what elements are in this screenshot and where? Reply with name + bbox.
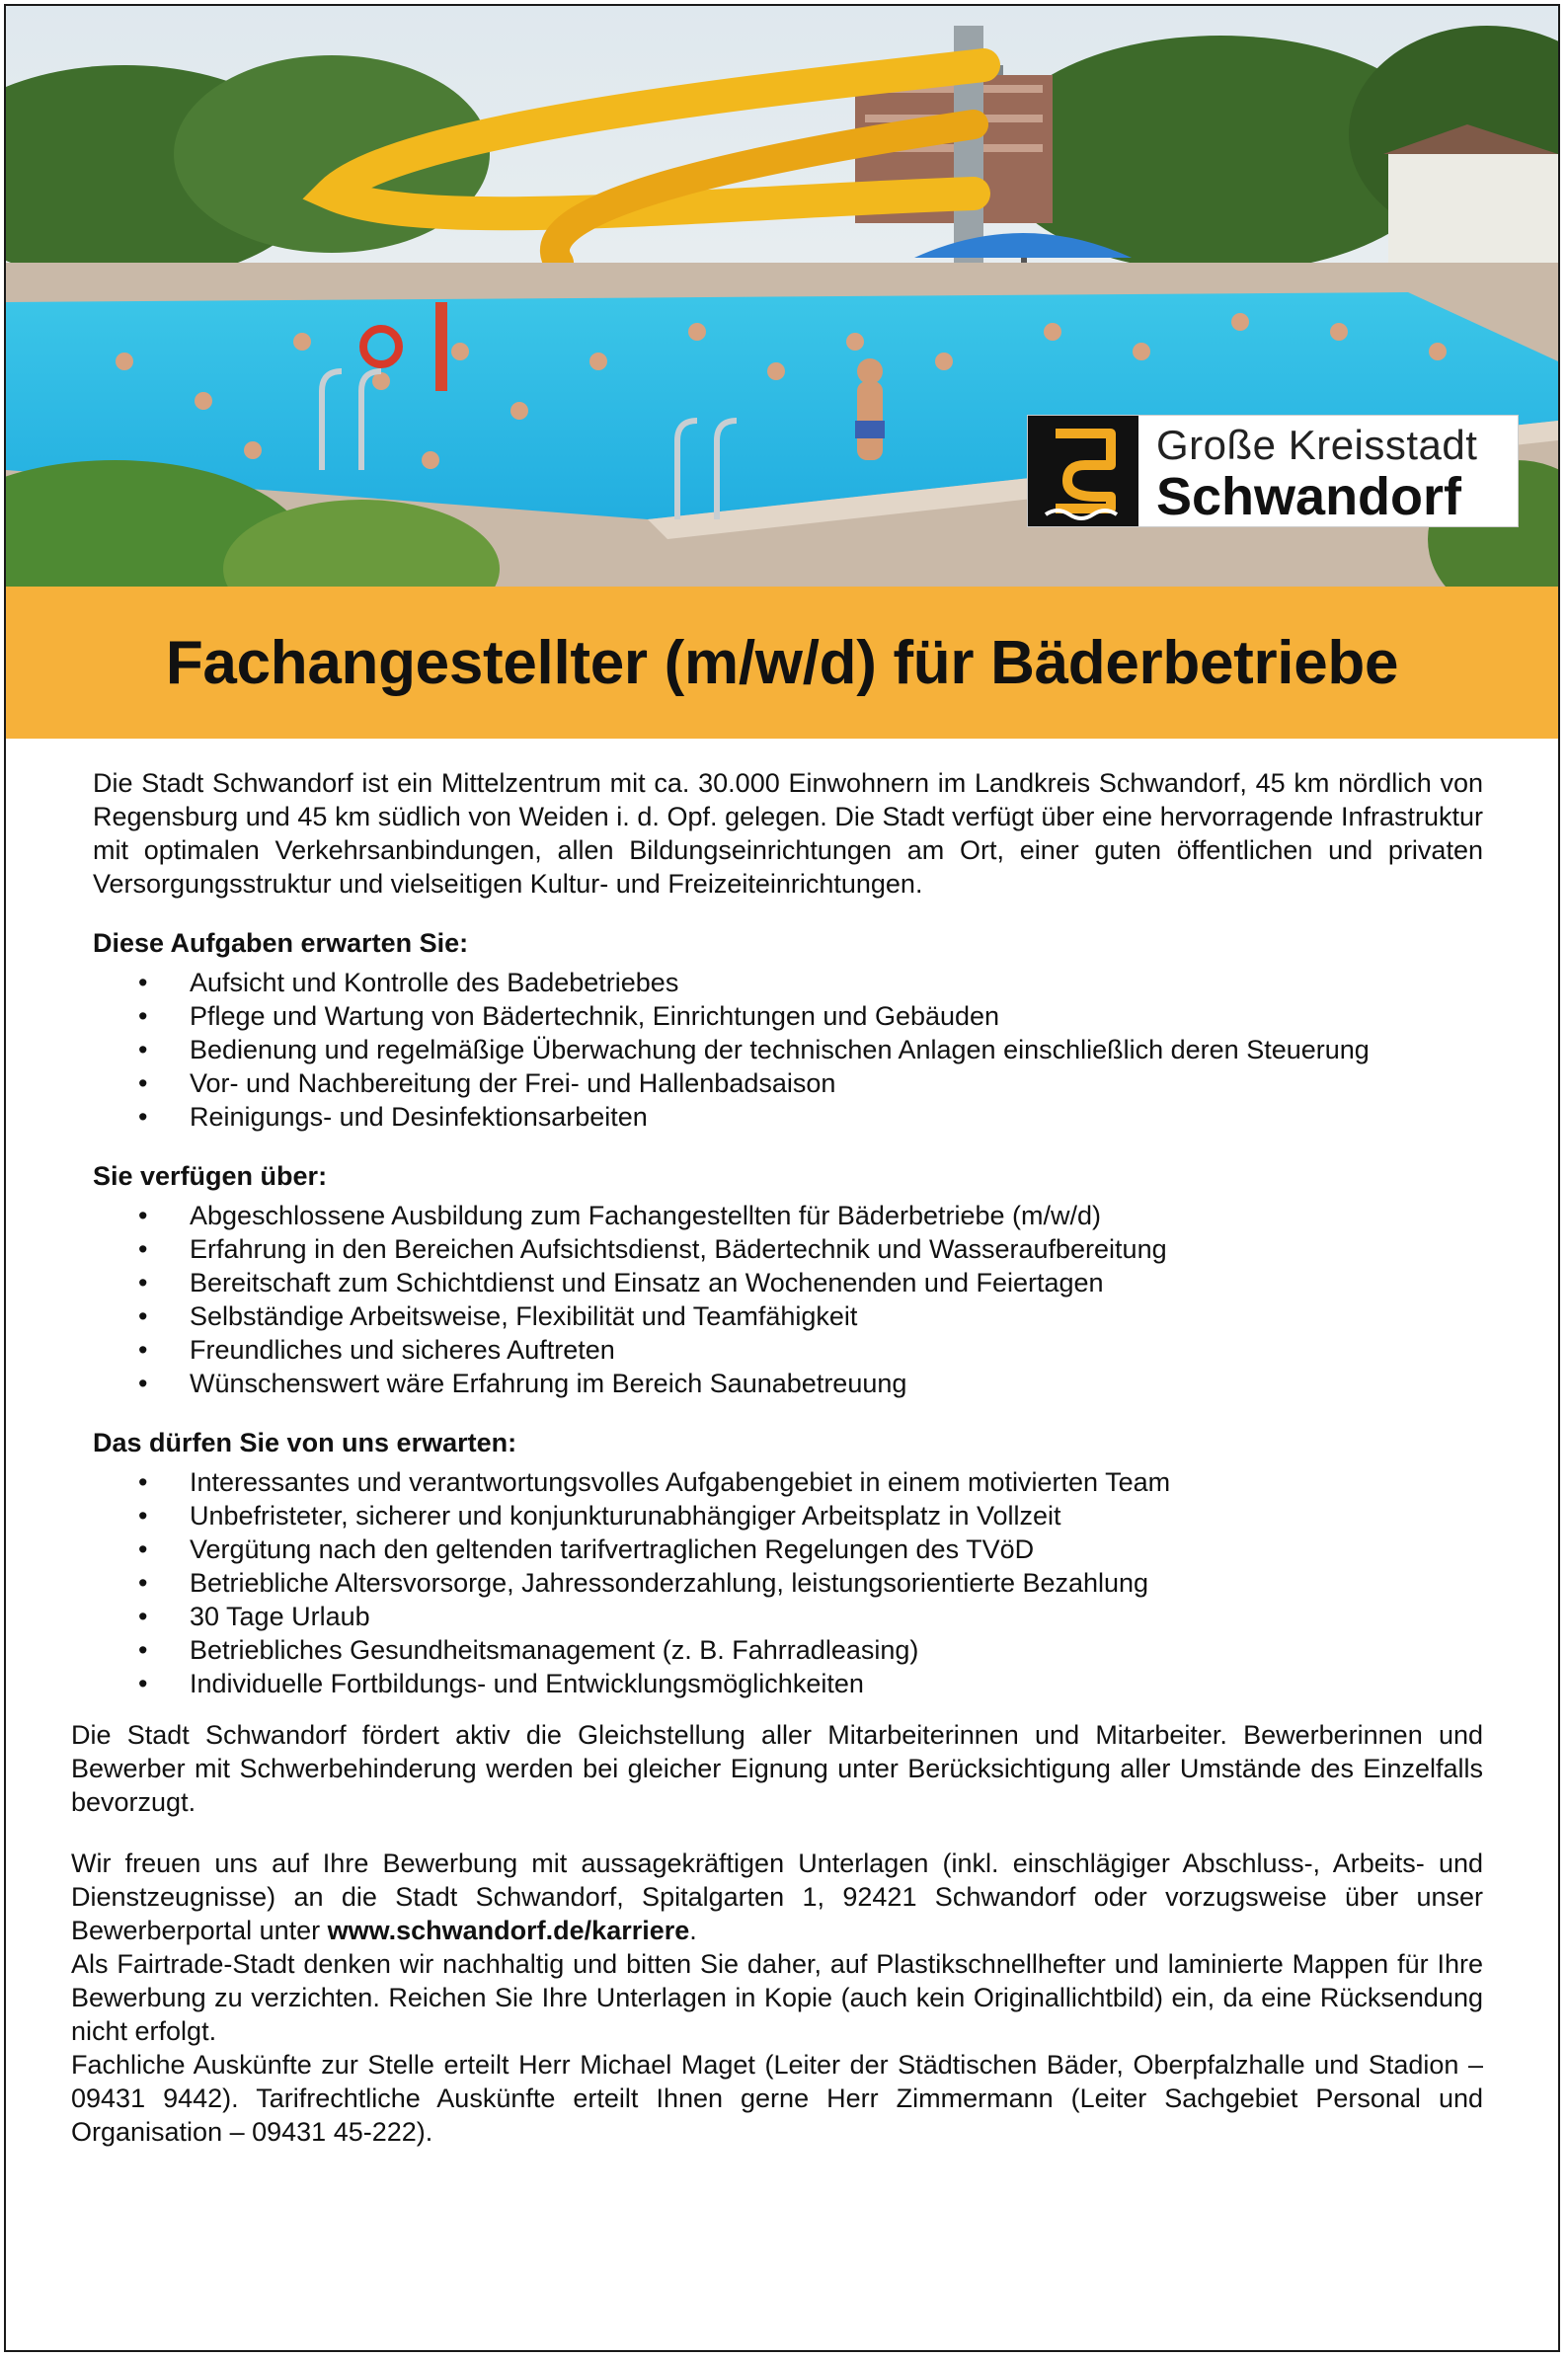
tasks-heading: Diese Aufgaben erwarten Sie: <box>93 928 469 958</box>
list-item: • Bereitschaft zum Schichtdienst und Einsatz an Wochenenden und Feiertagen <box>190 1266 1483 1299</box>
list-item: • 30 Tage Urlaub <box>190 1600 1483 1633</box>
list-item: • Selbständige Arbeitsweise, Flexibilität und Teamfähigkeit <box>190 1299 1483 1333</box>
advert-body <box>71 766 1483 2149</box>
job-advert <box>4 4 1560 2352</box>
list-item: • Vergütung nach den geltenden tarifvertraglichen Regelungen des TVöD <box>190 1533 1483 1566</box>
city-logo <box>1027 415 1519 527</box>
tasks-list <box>71 966 1483 1134</box>
list-item: • Vor- und Nachbereitung der Frei- und Hallenbadsaison <box>190 1066 1483 1100</box>
list-item: • Unbefristeter, sicherer und konjunkturunabhängiger Arbeitsplatz in Vollzeit <box>190 1499 1483 1533</box>
list-item: • Betriebliche Altersvorsorge, Jahressonderzahlung, leistungsorientierte Bezahlung <box>190 1566 1483 1600</box>
requirements-list <box>71 1199 1483 1400</box>
list-item: • Betriebliches Gesundheitsmanagement (z. B. Fahrradleasing) <box>190 1633 1483 1667</box>
title-band <box>6 587 1558 739</box>
contact-paragraph: Fachliche Auskünfte zur Stelle erteilt Herr Michael Maget (Leiter der Städtischen Bäder, Oberpfalzhalle und Stadion – 09431 9442). Tarifrechtliche Auskünfte erteilt Ihnen gerne Herr Zimmermann (Leiter Sachgebiet Personal und Organisation – 09431 45-222). <box>71 2050 1483 2147</box>
requirements-heading: Sie verfügen über: <box>93 1161 328 1191</box>
logo-line1: Große Kreisstadt <box>1156 422 1478 468</box>
benefits-list <box>71 1465 1483 1700</box>
list-item: • Freundliches und sicheres Auftreten <box>190 1333 1483 1367</box>
list-item: • Erfahrung in den Bereichen Aufsichtsdienst, Bädertechnik und Wasseraufbereitung <box>190 1232 1483 1266</box>
hero-pool-photo <box>6 6 1558 587</box>
list-item: • Aufsicht und Kontrolle des Badebetriebes <box>190 966 1483 999</box>
swan-logo-icon <box>1028 416 1138 526</box>
equality-paragraph: Die Stadt Schwandorf fördert aktiv die Gleichstellung aller Mitarbeiterinnen und Mitarbeiter. Bewerberinnen und Bewerber mit Schwerbehinderung werden bei gleicher Eignung unter Berücksichtigung aller Umstände des Einzelfalls bevorzugt. <box>71 1720 1483 1817</box>
career-portal-link[interactable]: www.schwandorf.de/karriere <box>327 1916 690 1945</box>
list-item: • Abgeschlossene Ausbildung zum Fachangestellten für Bäderbetriebe (m/w/d) <box>190 1199 1483 1232</box>
job-title: Fachangestellter (m/w/d) für Bäderbetriebe <box>165 628 1399 697</box>
benefits-heading: Das dürfen Sie von uns erwarten: <box>93 1428 517 1457</box>
list-item: • Bedienung und regelmäßige Überwachung der technischen Anlagen einschließlich deren Steuerung <box>190 1033 1483 1066</box>
list-item: • Individuelle Fortbildungs- und Entwicklungsmöglichkeiten <box>190 1667 1483 1700</box>
list-item: • Reinigungs- und Desinfektionsarbeiten <box>190 1100 1483 1134</box>
application-text: Wir freuen uns auf Ihre Bewerbung mit aussagekräftigen Unterlagen (inkl. einschlägiger Abschluss-, Arbeits- und Dienstzeugnisse) an die Stadt Schwandorf, Spitalgarten 1, 92421 Schwandorf oder vorzugsweise über unser Bewerberportal unter <box>71 1848 1483 1945</box>
list-item: • Pflege und Wartung von Bädertechnik, Einrichtungen und Gebäuden <box>190 999 1483 1033</box>
application-paragraph <box>71 1847 1483 1947</box>
logo-line2: Schwandorf <box>1156 467 1462 526</box>
application-end: . <box>689 1916 697 1945</box>
list-item: • Wünschenswert wäre Erfahrung im Bereich Saunabetreuung <box>190 1367 1483 1400</box>
fairtrade-paragraph: Als Fairtrade-Stadt denken wir nachhaltig und bitten Sie daher, auf Plastikschnellhefter und laminierte Mappen für Ihre Bewerbung zu verzichten. Reichen Sie Ihre Unterlagen in Kopie (auch kein Originallichtbild) ein, da eine Rücksendung nicht erfolgt. <box>71 1949 1483 2046</box>
intro-paragraph: Die Stadt Schwandorf ist ein Mittelzentrum mit ca. 30.000 Einwohnern im Landkreis Schwandorf, 45 km nördlich von Regensburg und 45 km südlich von Weiden i. d. Opf. gelegen. Die Stadt verfügt über eine hervorragende Infrastruktur mit optimalen Verkehrsanbindungen, allen Bildungseinrichtungen am Ort, einer guten öffentlichen und privaten Versorgungsstruktur und vielseitigen Kultur- und Freizeiteinrichtungen. <box>93 768 1483 899</box>
list-item: • Interessantes und verantwortungsvolles Aufgabengebiet in einem motivierten Team <box>190 1465 1483 1499</box>
